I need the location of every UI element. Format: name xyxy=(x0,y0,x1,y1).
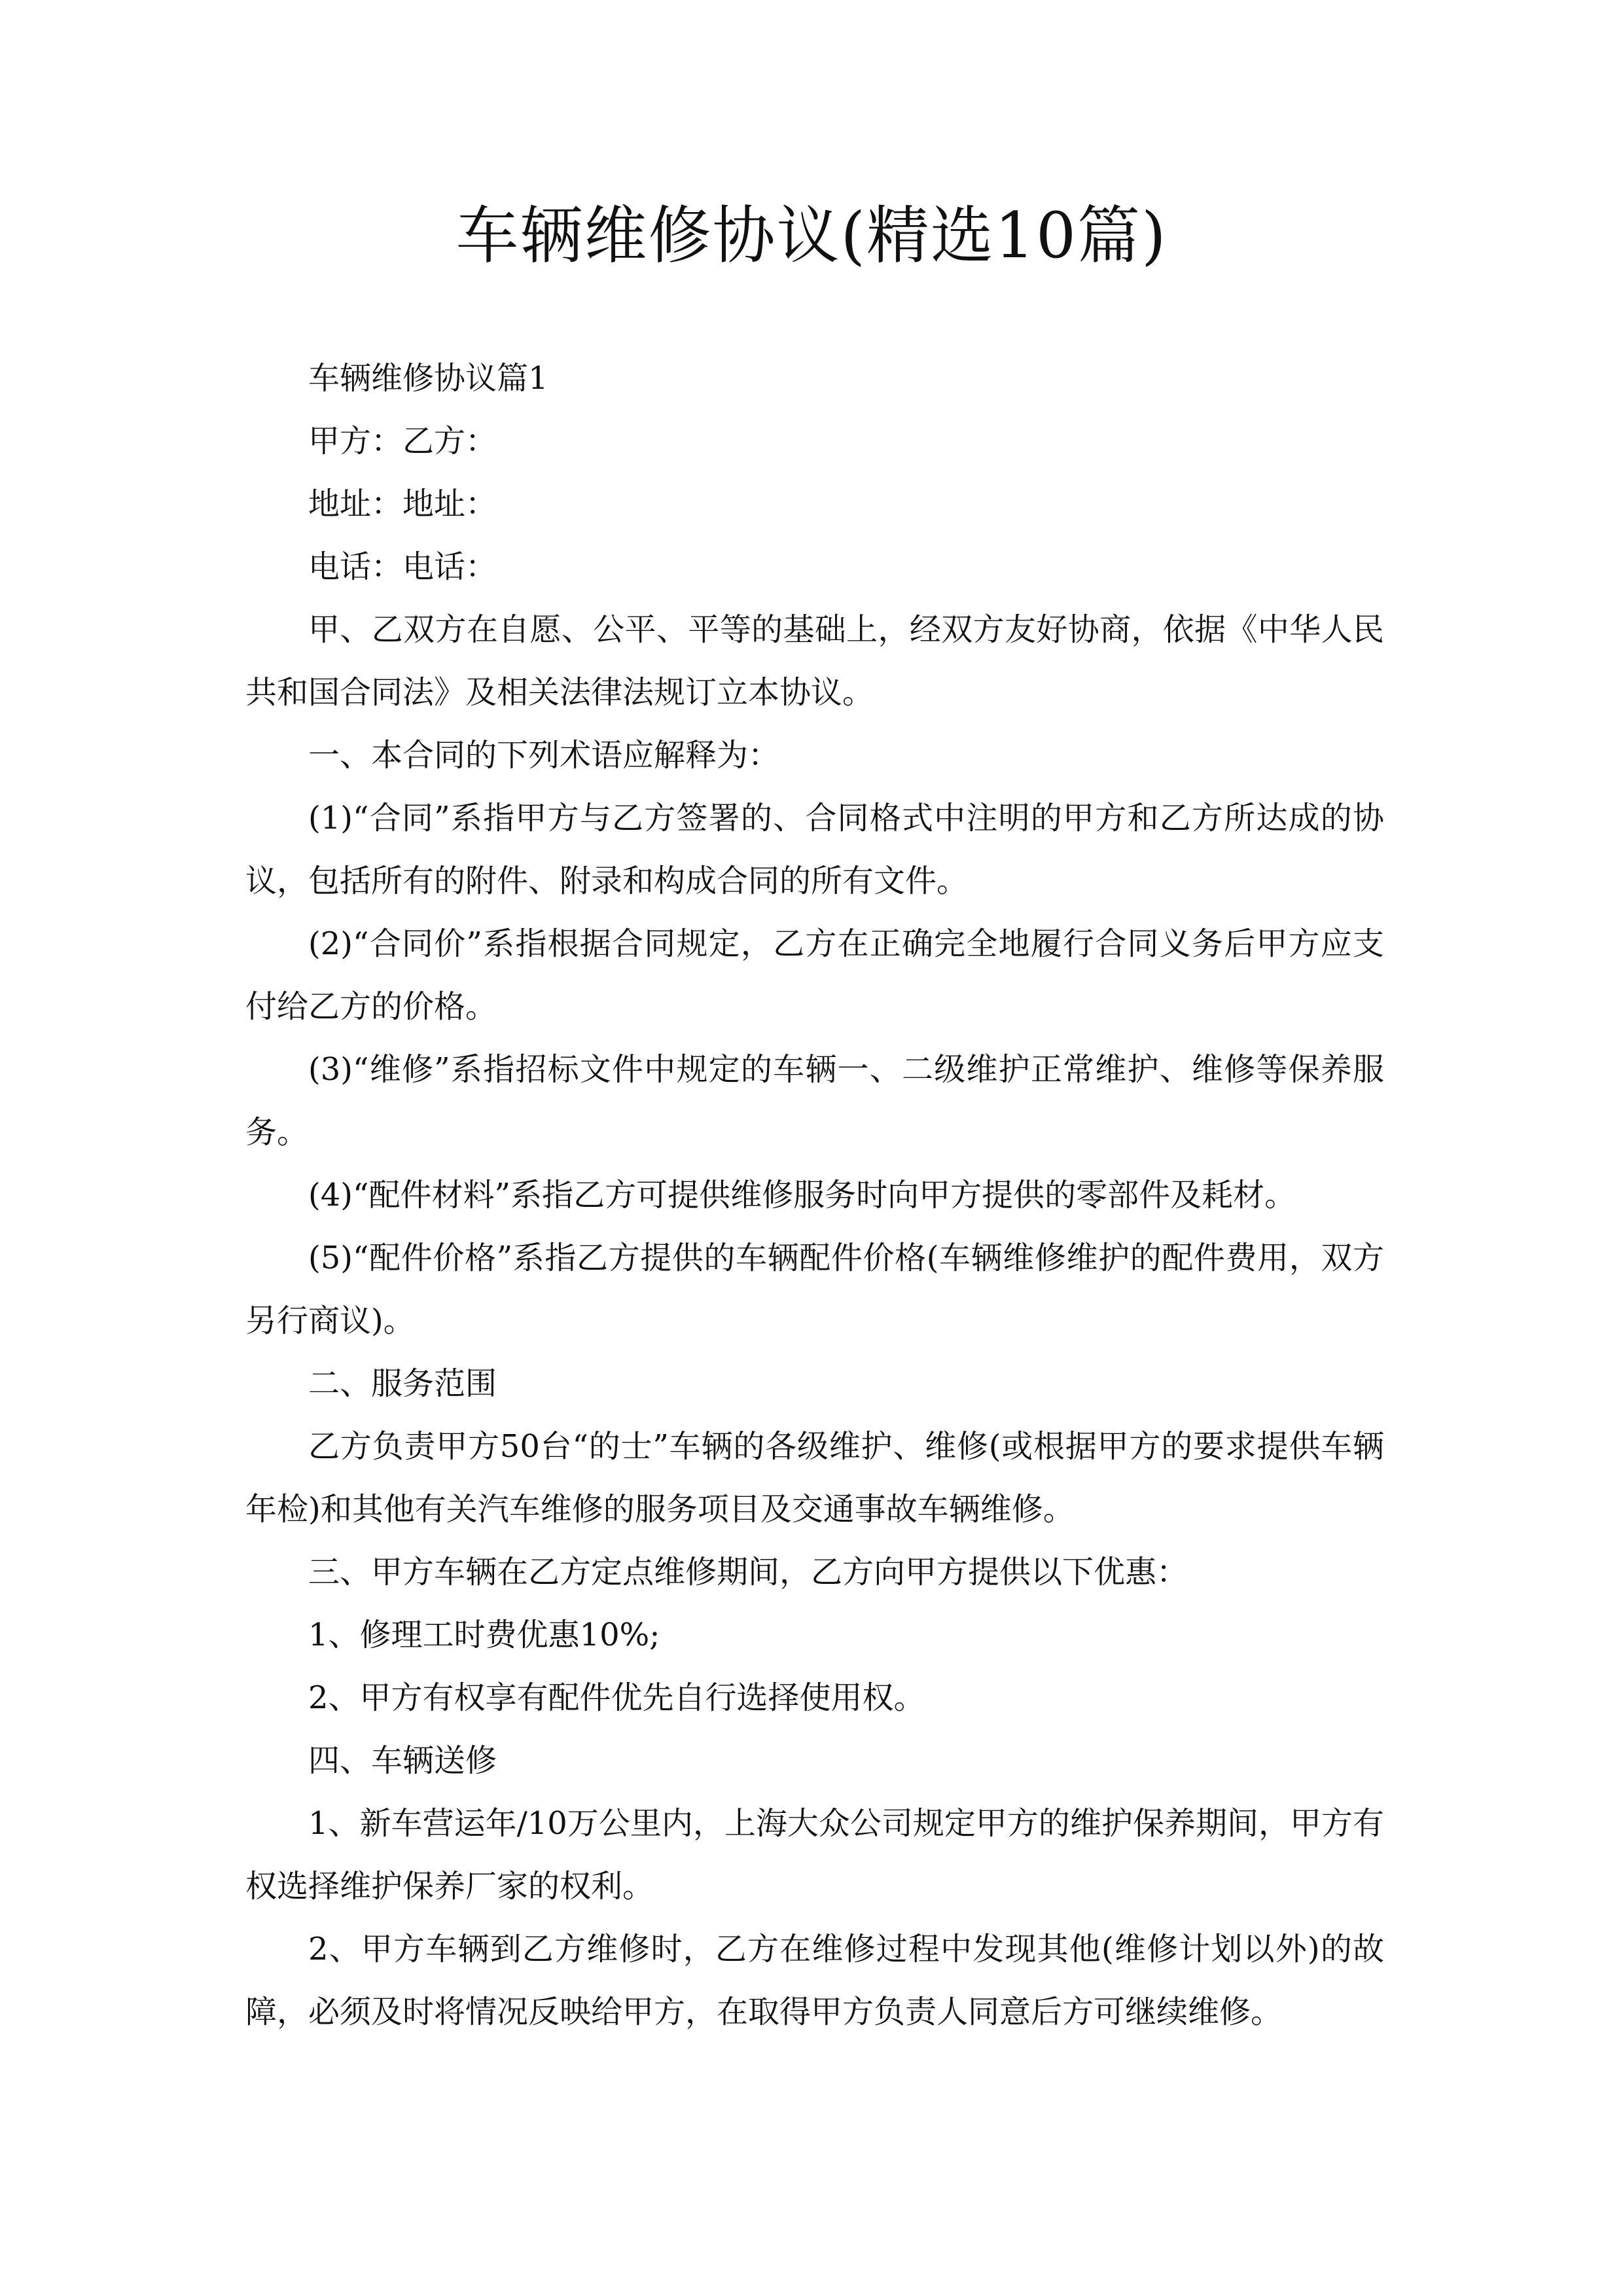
definition-item: (2)“合同价”系指根据合同规定，乙方在正确完全地履行合同义务后甲方应支付给乙方的价格。 xyxy=(245,925,1384,1025)
document-title: 车辆维修协议(精选10篇) xyxy=(455,199,1168,272)
clause-heading: 一、本合同的下列术语应解释为： xyxy=(308,737,780,774)
preamble-paragraph: 甲、乙双方在自愿、公平、平等的基础上，经双方友好协商，依据《中华人民共和国合同法》及相关法律法规订立本协议。 xyxy=(245,611,1384,711)
document-body xyxy=(245,347,1384,2043)
section-heading: 车辆维修协议篇1 xyxy=(308,360,548,397)
party-names-line: 甲方：乙方： xyxy=(308,423,497,459)
list-item: 1、修理工时费优惠10%; xyxy=(308,1617,660,1653)
address-line: 地址：地址： xyxy=(308,486,497,522)
phone-line: 电话：电话： xyxy=(308,548,497,585)
clause-heading: 四、车辆送修 xyxy=(308,1742,497,1779)
list-item: 1、新车营运年/10万公里内，上海大众公司规定甲方的维护保养期间，甲方有权选择维护保养厂家的权利。 xyxy=(245,1805,1384,1905)
list-item: 2、甲方车辆到乙方维修时，乙方在维修过程中发现其他(维修计划以外)的故障，必须及时将情况反映给甲方，在取得甲方负责人同意后方可继续维修。 xyxy=(245,1931,1384,2030)
clause-heading: 三、甲方车辆在乙方定点维修期间，乙方向甲方提供以下优惠： xyxy=(308,1554,1188,1590)
list-item: 2、甲方有权享有配件优先自行选择使用权。 xyxy=(308,1679,925,1716)
clause-paragraph: 乙方负责甲方50台“的士”车辆的各级维护、维修(或根据甲方的要求提供车辆年检)和其他有关汽车维修的服务项目及交通事故车辆维修。 xyxy=(245,1428,1384,1528)
clause-heading: 二、服务范围 xyxy=(308,1365,497,1402)
definition-item: (4)“配件材料”系指乙方可提供维修服务时向甲方提供的零部件及耗材。 xyxy=(308,1177,1296,1213)
definition-item: (5)“配件价格”系指乙方提供的车辆配件价格(车辆维修维护的配件费用，双方另行商议)。 xyxy=(245,1240,1384,1339)
definition-item: (1)“合同”系指甲方与乙方签署的、合同格式中注明的甲方和乙方所达成的协议，包括所有的附件、附录和构成合同的所有文件。 xyxy=(245,800,1384,899)
definition-item: (3)“维修”系指招标文件中规定的车辆一、二级维护正常维护、维修等保养服务。 xyxy=(245,1051,1384,1151)
